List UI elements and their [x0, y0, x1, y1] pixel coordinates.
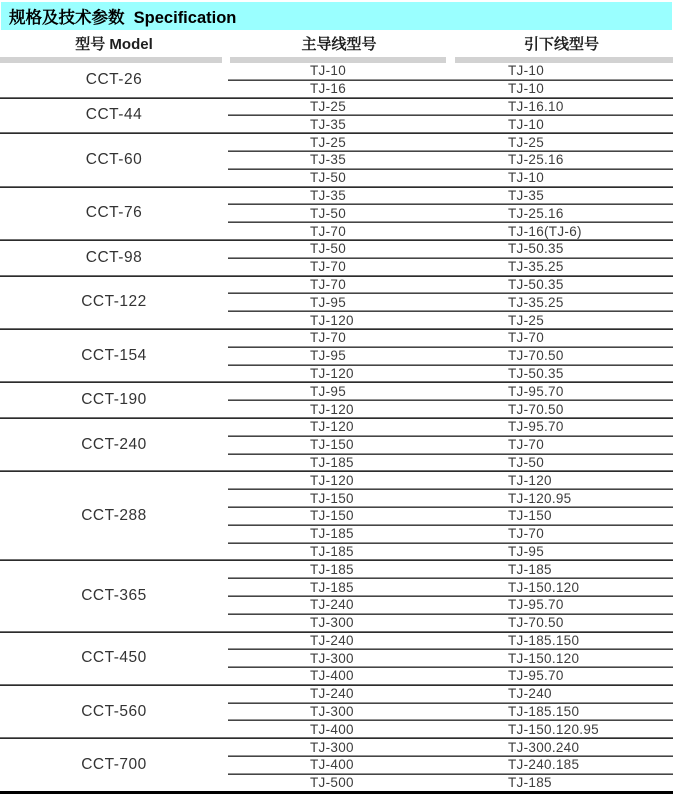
- model-group: [0, 277, 673, 328]
- model-label: CCT-60: [85, 150, 143, 168]
- down-lead-value: TJ-150: [508, 508, 552, 524]
- model-group: [0, 241, 673, 275]
- table-row: [228, 668, 673, 684]
- table-row: [228, 739, 673, 755]
- down-lead-value: TJ-16(TJ-6): [508, 223, 582, 239]
- section-title-bar: [1, 2, 672, 30]
- table-row: [228, 472, 673, 488]
- model-label: CCT-26: [85, 70, 143, 88]
- main-conductor-value: TJ-150: [310, 508, 354, 524]
- down-lead-value: TJ-70.50: [508, 401, 564, 417]
- main-conductor-value: TJ-70: [310, 276, 347, 292]
- table-row: [228, 383, 673, 399]
- table-row: [228, 455, 673, 471]
- down-lead-value: TJ-50: [508, 454, 545, 470]
- main-conductor-value: TJ-70: [310, 330, 347, 346]
- down-lead-value: TJ-95: [508, 543, 545, 559]
- down-lead-value: TJ-185: [508, 775, 552, 791]
- model-group-rows: [228, 241, 673, 275]
- table-row: [228, 348, 673, 364]
- down-lead-value: TJ-10: [508, 170, 545, 186]
- main-conductor-value: TJ-185: [310, 543, 354, 559]
- main-conductor-value: TJ-120: [310, 365, 354, 381]
- main-conductor-value: TJ-400: [310, 757, 354, 773]
- down-lead-value: TJ-25.16: [508, 152, 564, 168]
- down-lead-value: TJ-25.16: [508, 205, 564, 221]
- table-row: [228, 259, 673, 275]
- down-lead-value: TJ-185: [508, 561, 552, 577]
- table-row: [228, 721, 673, 737]
- down-lead-value: TJ-95.70: [508, 668, 564, 684]
- model-group-rows: [228, 383, 673, 417]
- table-row: [228, 526, 673, 542]
- model-group: [0, 561, 673, 630]
- main-conductor-value: TJ-35: [310, 187, 347, 203]
- table-row: [228, 597, 673, 613]
- main-conductor-value: TJ-300: [310, 650, 354, 666]
- model-label: CCT-44: [85, 106, 143, 124]
- model-group-rows: [228, 277, 673, 328]
- main-conductor-value: TJ-25: [310, 134, 347, 150]
- model-label: CCT-98: [85, 248, 143, 266]
- table-header-row: [0, 30, 673, 57]
- down-lead-value: TJ-300.240: [508, 739, 580, 755]
- down-lead-value: TJ-10: [508, 81, 545, 97]
- down-lead-value: TJ-50.35: [508, 276, 564, 292]
- model-group-rows: [228, 686, 673, 737]
- model-group: [0, 739, 673, 790]
- down-lead-value: TJ-240.185: [508, 757, 580, 773]
- table-row: [228, 544, 673, 560]
- model-label: CCT-76: [85, 204, 143, 222]
- table-row: [228, 437, 673, 453]
- main-conductor-value: TJ-400: [310, 721, 354, 737]
- model-label: CCT-560: [81, 702, 147, 720]
- table-row: [228, 312, 673, 328]
- table-row: [228, 205, 673, 221]
- column-header-main-conductor: 主导线型号: [301, 36, 377, 53]
- table-row: [228, 561, 673, 577]
- down-lead-value: TJ-70: [508, 437, 545, 453]
- model-group: [0, 383, 673, 417]
- main-conductor-value: TJ-70: [310, 259, 347, 275]
- main-conductor-value: TJ-150: [310, 437, 354, 453]
- table-row: [228, 757, 673, 773]
- down-lead-value: TJ-10: [508, 63, 545, 79]
- table-row: [228, 704, 673, 720]
- down-lead-value: TJ-185.150: [508, 704, 580, 720]
- model-group-rows: [228, 330, 673, 381]
- main-conductor-value: TJ-500: [310, 775, 354, 791]
- main-conductor-value: TJ-120: [310, 419, 354, 435]
- down-lead-value: TJ-16.10: [508, 98, 564, 114]
- down-lead-value: TJ-70.50: [508, 348, 564, 364]
- main-conductor-value: TJ-95: [310, 294, 347, 310]
- main-conductor-value: TJ-300: [310, 739, 354, 755]
- main-conductor-value: TJ-240: [310, 597, 354, 613]
- model-group: [0, 63, 673, 97]
- model-label: CCT-122: [81, 293, 147, 311]
- model-label: CCT-154: [81, 346, 147, 364]
- main-conductor-value: TJ-16: [310, 81, 347, 97]
- down-lead-value: TJ-150.120.95: [508, 721, 599, 737]
- down-lead-value: TJ-95.70: [508, 383, 564, 399]
- table-row: [228, 241, 673, 257]
- model-label: CCT-190: [81, 391, 147, 409]
- main-conductor-value: TJ-240: [310, 686, 354, 702]
- main-conductor-value: TJ-185: [310, 579, 354, 595]
- main-conductor-value: TJ-50: [310, 170, 347, 186]
- down-lead-value: TJ-150.120: [508, 650, 580, 666]
- main-conductor-value: TJ-185: [310, 561, 354, 577]
- model-label: CCT-240: [81, 435, 147, 453]
- model-group: [0, 472, 673, 559]
- down-lead-value: TJ-95.70: [508, 419, 564, 435]
- table-row: [228, 579, 673, 595]
- down-lead-value: TJ-25: [508, 312, 545, 328]
- model-group-rows: [228, 99, 673, 133]
- main-conductor-value: TJ-50: [310, 241, 347, 257]
- model-group: [0, 134, 673, 185]
- main-conductor-value: TJ-70: [310, 223, 347, 239]
- table-row: [228, 277, 673, 293]
- down-lead-value: TJ-70: [508, 526, 545, 542]
- main-conductor-value: TJ-240: [310, 632, 354, 648]
- model-label: CCT-700: [81, 755, 147, 773]
- main-conductor-value: TJ-95: [310, 348, 347, 364]
- down-lead-value: TJ-35.25: [508, 294, 564, 310]
- model-label: CCT-288: [81, 506, 147, 524]
- main-conductor-value: TJ-35: [310, 152, 347, 168]
- model-group: [0, 686, 673, 737]
- down-lead-value: TJ-240: [508, 686, 552, 702]
- down-lead-value: TJ-120.95: [508, 490, 572, 506]
- down-lead-value: TJ-120: [508, 472, 552, 488]
- table-row: [228, 508, 673, 524]
- model-group-rows: [228, 472, 673, 559]
- section-title: 规格及技术参数 Specification: [9, 9, 237, 27]
- table-row: [228, 686, 673, 702]
- model-group: [0, 188, 673, 239]
- model-group: [0, 99, 673, 133]
- down-lead-value: TJ-185.150: [508, 632, 580, 648]
- main-conductor-value: TJ-185: [310, 526, 354, 542]
- table-row: [228, 99, 673, 115]
- down-lead-value: TJ-50.35: [508, 241, 564, 257]
- down-lead-value: TJ-150.120: [508, 579, 580, 595]
- main-conductor-value: TJ-25: [310, 98, 347, 114]
- table-row: [228, 170, 673, 186]
- down-lead-value: TJ-10: [508, 116, 545, 132]
- table-row: [228, 152, 673, 168]
- model-group-rows: [228, 419, 673, 470]
- model-group-rows: [228, 134, 673, 185]
- table-row: [228, 81, 673, 97]
- spec-sheet-page: [0, 2, 673, 794]
- table-row: [228, 490, 673, 506]
- column-header-model: 型号 Model: [75, 36, 153, 53]
- model-group: [0, 419, 673, 470]
- table-row: [228, 419, 673, 435]
- model-label: CCT-450: [81, 649, 147, 667]
- column-header-down-lead: 引下线型号: [523, 36, 599, 53]
- model-group: [0, 633, 673, 684]
- table-body: [0, 63, 673, 791]
- main-conductor-value: TJ-35: [310, 116, 347, 132]
- model-label: CCT-365: [81, 586, 147, 604]
- model-group-rows: [228, 633, 673, 684]
- main-conductor-value: TJ-150: [310, 490, 354, 506]
- table-row: [228, 650, 673, 666]
- model-group: [0, 330, 673, 381]
- main-conductor-value: TJ-120: [310, 312, 354, 328]
- model-group-rows: [228, 561, 673, 630]
- table-row: [228, 330, 673, 346]
- down-lead-value: TJ-70.50: [508, 615, 564, 631]
- table-row: [228, 116, 673, 132]
- down-lead-value: TJ-25: [508, 134, 545, 150]
- down-lead-value: TJ-70: [508, 330, 545, 346]
- table-row: [228, 188, 673, 204]
- main-conductor-value: TJ-10: [310, 63, 347, 79]
- table-row: [228, 366, 673, 382]
- model-group-rows: [228, 188, 673, 239]
- table-row: [228, 633, 673, 649]
- main-conductor-value: TJ-95: [310, 383, 347, 399]
- table-row: [228, 294, 673, 310]
- main-conductor-value: TJ-120: [310, 401, 354, 417]
- table-bottom-border: [0, 791, 673, 794]
- main-conductor-value: TJ-185: [310, 454, 354, 470]
- table-row: [228, 223, 673, 239]
- table-row: [228, 134, 673, 150]
- table-row: [228, 615, 673, 631]
- main-conductor-value: TJ-50: [310, 205, 347, 221]
- main-conductor-value: TJ-400: [310, 668, 354, 684]
- model-group-rows: [228, 739, 673, 790]
- down-lead-value: TJ-35.25: [508, 259, 564, 275]
- main-conductor-value: TJ-300: [310, 615, 354, 631]
- table-row: [228, 63, 673, 79]
- down-lead-value: TJ-35: [508, 187, 545, 203]
- table-row: [228, 401, 673, 417]
- down-lead-value: TJ-50.35: [508, 365, 564, 381]
- down-lead-value: TJ-95.70: [508, 597, 564, 613]
- table-row: [228, 775, 673, 791]
- main-conductor-value: TJ-300: [310, 704, 354, 720]
- main-conductor-value: TJ-120: [310, 472, 354, 488]
- model-group-rows: [228, 63, 673, 97]
